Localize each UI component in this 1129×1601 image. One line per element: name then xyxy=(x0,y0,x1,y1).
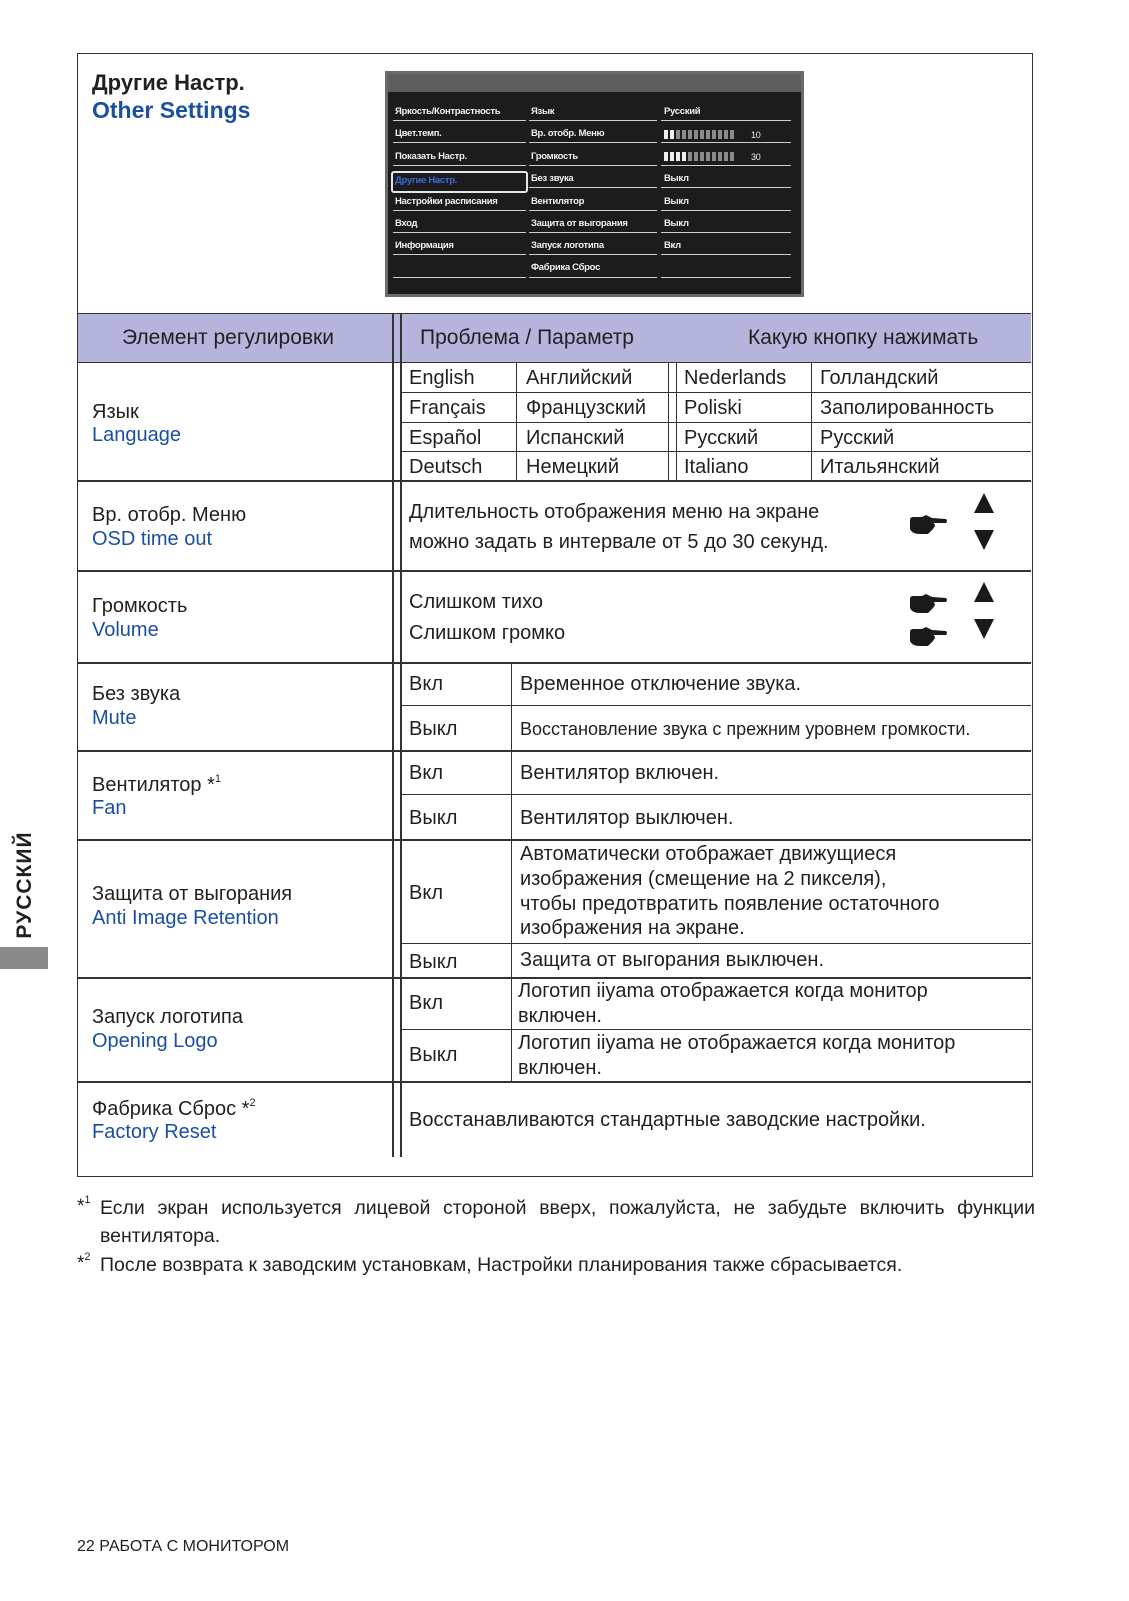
pointing-hand-icon xyxy=(908,626,948,648)
gauge-segment xyxy=(676,152,680,161)
fan-on-desc: Вентилятор включен. xyxy=(520,762,720,784)
anti-retention-on-desc: чтобы предотвратить появление остаточного xyxy=(520,893,940,915)
header-col-control: Элемент регулировки xyxy=(122,326,334,349)
osd-value: Выкл xyxy=(664,218,689,229)
osd-timeout-label-en: OSD time out xyxy=(92,528,213,550)
osd-value: Выкл xyxy=(664,173,689,184)
osd-timeout-label-ru: Вр. отобр. Меню xyxy=(92,504,247,526)
language-label-en: Language xyxy=(92,424,181,446)
osd-item: Без звука xyxy=(531,173,574,184)
osd-timeout-desc: Длительность отображения меню на экране xyxy=(409,501,820,523)
osd-item: Фабрика Сброс xyxy=(531,262,601,273)
gauge-segment xyxy=(682,152,686,161)
page-footer: 22 РАБОТА С МОНИТОРОМ xyxy=(77,1538,290,1555)
gauge-segment xyxy=(664,152,668,161)
gauge-segment xyxy=(730,152,734,161)
volume-too-quiet: Слишком тихо xyxy=(409,591,543,613)
anti-retention-label-ru: Защита от выгорания xyxy=(92,883,293,905)
gauge-segment xyxy=(724,130,728,139)
lang-option: Italiano xyxy=(684,456,749,478)
volume-label-en: Volume xyxy=(92,619,159,641)
lang-option: Английский xyxy=(526,367,633,389)
gauge-segment xyxy=(700,130,704,139)
gauge-segment xyxy=(694,152,698,161)
mute-label-ru: Без звука xyxy=(92,683,181,705)
gauge-segment xyxy=(730,130,734,139)
osd-item: Защита от выгорания xyxy=(531,218,628,229)
lang-option: Французский xyxy=(526,397,646,419)
fan-label-ru: Вентилятор *$^1$ xyxy=(92,773,221,796)
volume-too-loud: Слишком громко xyxy=(409,622,566,644)
osd-timeout-gauge xyxy=(664,130,734,139)
gauge-segment xyxy=(664,130,668,139)
mute-off: Выкл xyxy=(409,718,458,740)
osd-menu-item-selected: Другие Настр. xyxy=(395,175,458,186)
language-label-ru: Язык xyxy=(92,401,139,423)
osd-value: Русский xyxy=(664,106,701,117)
fan-label-en: Fan xyxy=(92,797,127,819)
section-header xyxy=(78,54,1031,314)
gauge-segment xyxy=(712,152,716,161)
lang-option: Русский xyxy=(684,427,759,449)
gauge-segment xyxy=(688,152,692,161)
fan-footnote-ref: 1 xyxy=(214,773,221,785)
footnote-1 xyxy=(77,1194,1035,1250)
osd-screenshot xyxy=(385,71,804,297)
gauge-segment xyxy=(700,152,704,161)
lang-option: Deutsch xyxy=(409,456,483,478)
footnote-2 xyxy=(77,1251,1035,1281)
factory-reset-footnote-ref: 2 xyxy=(249,1097,256,1109)
osd-volume-gauge xyxy=(664,152,734,161)
footnote-text: Если экран используется лицевой стороной вверх, пожалуйста, не забудьте включить функции вентилятора. xyxy=(100,1197,1035,1247)
up-triangle-icon xyxy=(973,492,995,514)
opening-logo-on-desc: включен. xyxy=(518,1005,602,1027)
section-title-en: Other Settings xyxy=(92,97,251,123)
lang-option: Français xyxy=(409,397,486,419)
osd-menu-item: Настройки расписания xyxy=(395,196,498,207)
gauge-segment xyxy=(712,130,716,139)
header-col-problem: Проблема / Параметр xyxy=(420,326,634,349)
factory-reset-desc: Восстанавливаются стандартные заводские настройки. xyxy=(409,1109,926,1131)
osd-item: Вентилятор xyxy=(531,196,585,207)
osd-timeout-desc: можно задать в интервале от 5 до 30 секунд. xyxy=(409,531,829,553)
header-col-button: Какую кнопку нажимать xyxy=(748,326,979,349)
anti-retention-off-desc: Защита от выгорания выключен. xyxy=(520,949,825,971)
osd-menu-item: Информация xyxy=(395,240,454,251)
opening-logo-on-desc: Логотип iiyama отображается когда монитор xyxy=(518,980,928,1002)
osd-title-bar xyxy=(388,74,801,92)
osd-menu-item: Яркость/Контрастность xyxy=(395,106,501,117)
gauge-segment xyxy=(718,130,722,139)
osd-item: Запуск логотипа xyxy=(531,240,604,251)
fan-off: Выкл xyxy=(409,807,458,829)
lang-option: Заполированность xyxy=(820,397,995,419)
gauge-segment xyxy=(724,152,728,161)
opening-logo-off: Выкл xyxy=(409,1044,458,1066)
side-language-tab: РУССКИЙ xyxy=(13,831,36,939)
gauge-segment xyxy=(676,130,680,139)
osd-value: 10 xyxy=(751,130,761,140)
lang-option: Голландский xyxy=(820,367,939,389)
osd-item: Язык xyxy=(531,106,555,117)
down-triangle-icon xyxy=(973,618,995,640)
table-header xyxy=(78,313,1031,363)
volume-label-ru: Громкость xyxy=(92,595,188,617)
opening-logo-label-ru: Запуск логотипа xyxy=(92,1006,243,1028)
lang-option: Испанский xyxy=(526,427,625,449)
anti-retention-on-desc: изображения на экране. xyxy=(520,917,745,939)
mute-label-en: Mute xyxy=(92,707,137,729)
side-tab-marker xyxy=(0,947,48,969)
osd-menu-item: Цвет.темп. xyxy=(395,128,442,139)
mute-on-desc: Временное отключение звука. xyxy=(520,673,802,695)
anti-retention-on-desc: изображения (смещение на 2 пикселя), xyxy=(520,868,887,890)
settings-frame xyxy=(77,53,1033,1177)
osd-item: Громкость xyxy=(531,151,578,162)
pointing-hand-icon xyxy=(908,593,948,615)
anti-retention-label-en: Anti Image Retention xyxy=(92,907,279,929)
lang-option: Nederlands xyxy=(684,367,787,389)
osd-item: Вр. отобр. Меню xyxy=(531,128,605,139)
lang-option: Русский xyxy=(820,427,895,449)
footnote-mark: *$^1$ xyxy=(77,1194,91,1217)
lang-option: English xyxy=(409,367,475,389)
gauge-segment xyxy=(718,152,722,161)
down-triangle-icon xyxy=(973,529,995,551)
opening-logo-on: Вкл xyxy=(409,992,443,1014)
pointing-hand-icon xyxy=(908,514,948,536)
gauge-segment xyxy=(706,152,710,161)
opening-logo-label-en: Opening Logo xyxy=(92,1030,218,1052)
osd-value: 30 xyxy=(751,152,761,162)
up-triangle-icon xyxy=(973,581,995,603)
anti-retention-on: Вкл xyxy=(409,882,443,904)
lang-option: Poliski xyxy=(684,397,742,419)
osd-value: Выкл xyxy=(664,196,689,207)
factory-reset-label-ru: Фабрика Сброс *$^2$ xyxy=(92,1097,256,1120)
osd-menu-item: Вход xyxy=(395,218,418,229)
footnote-mark: *$^2$ xyxy=(77,1251,91,1274)
opening-logo-off-desc: включен. xyxy=(518,1057,602,1079)
gauge-segment xyxy=(706,130,710,139)
fan-off-desc: Вентилятор выключен. xyxy=(520,807,734,829)
lang-option: Español xyxy=(409,427,482,449)
section-title-ru: Другие Настр. xyxy=(92,70,245,95)
anti-retention-off: Выкл xyxy=(409,951,458,973)
opening-logo-off-desc: Логотип iiyama не отображается когда монитор xyxy=(518,1032,956,1054)
gauge-segment xyxy=(670,130,674,139)
gauge-segment xyxy=(694,130,698,139)
lang-option: Итальянский xyxy=(820,456,940,478)
gauge-segment xyxy=(682,130,686,139)
gauge-segment xyxy=(688,130,692,139)
footnote-text: После возврата к заводским установкам, Настройки планирования также сбрасывается. xyxy=(100,1254,903,1276)
lang-option: Немецкий xyxy=(526,456,619,478)
osd-menu-item: Показать Настр. xyxy=(395,151,467,162)
anti-retention-on-desc: Автоматически отображает движущиеся xyxy=(520,843,897,865)
osd-value: Вкл xyxy=(664,240,681,251)
mute-on: Вкл xyxy=(409,673,443,695)
mute-off-desc: Восстановление звука с прежним уровнем громкости. xyxy=(520,719,971,739)
factory-reset-label-en: Factory Reset xyxy=(92,1121,217,1143)
gauge-segment xyxy=(670,152,674,161)
fan-on: Вкл xyxy=(409,762,443,784)
